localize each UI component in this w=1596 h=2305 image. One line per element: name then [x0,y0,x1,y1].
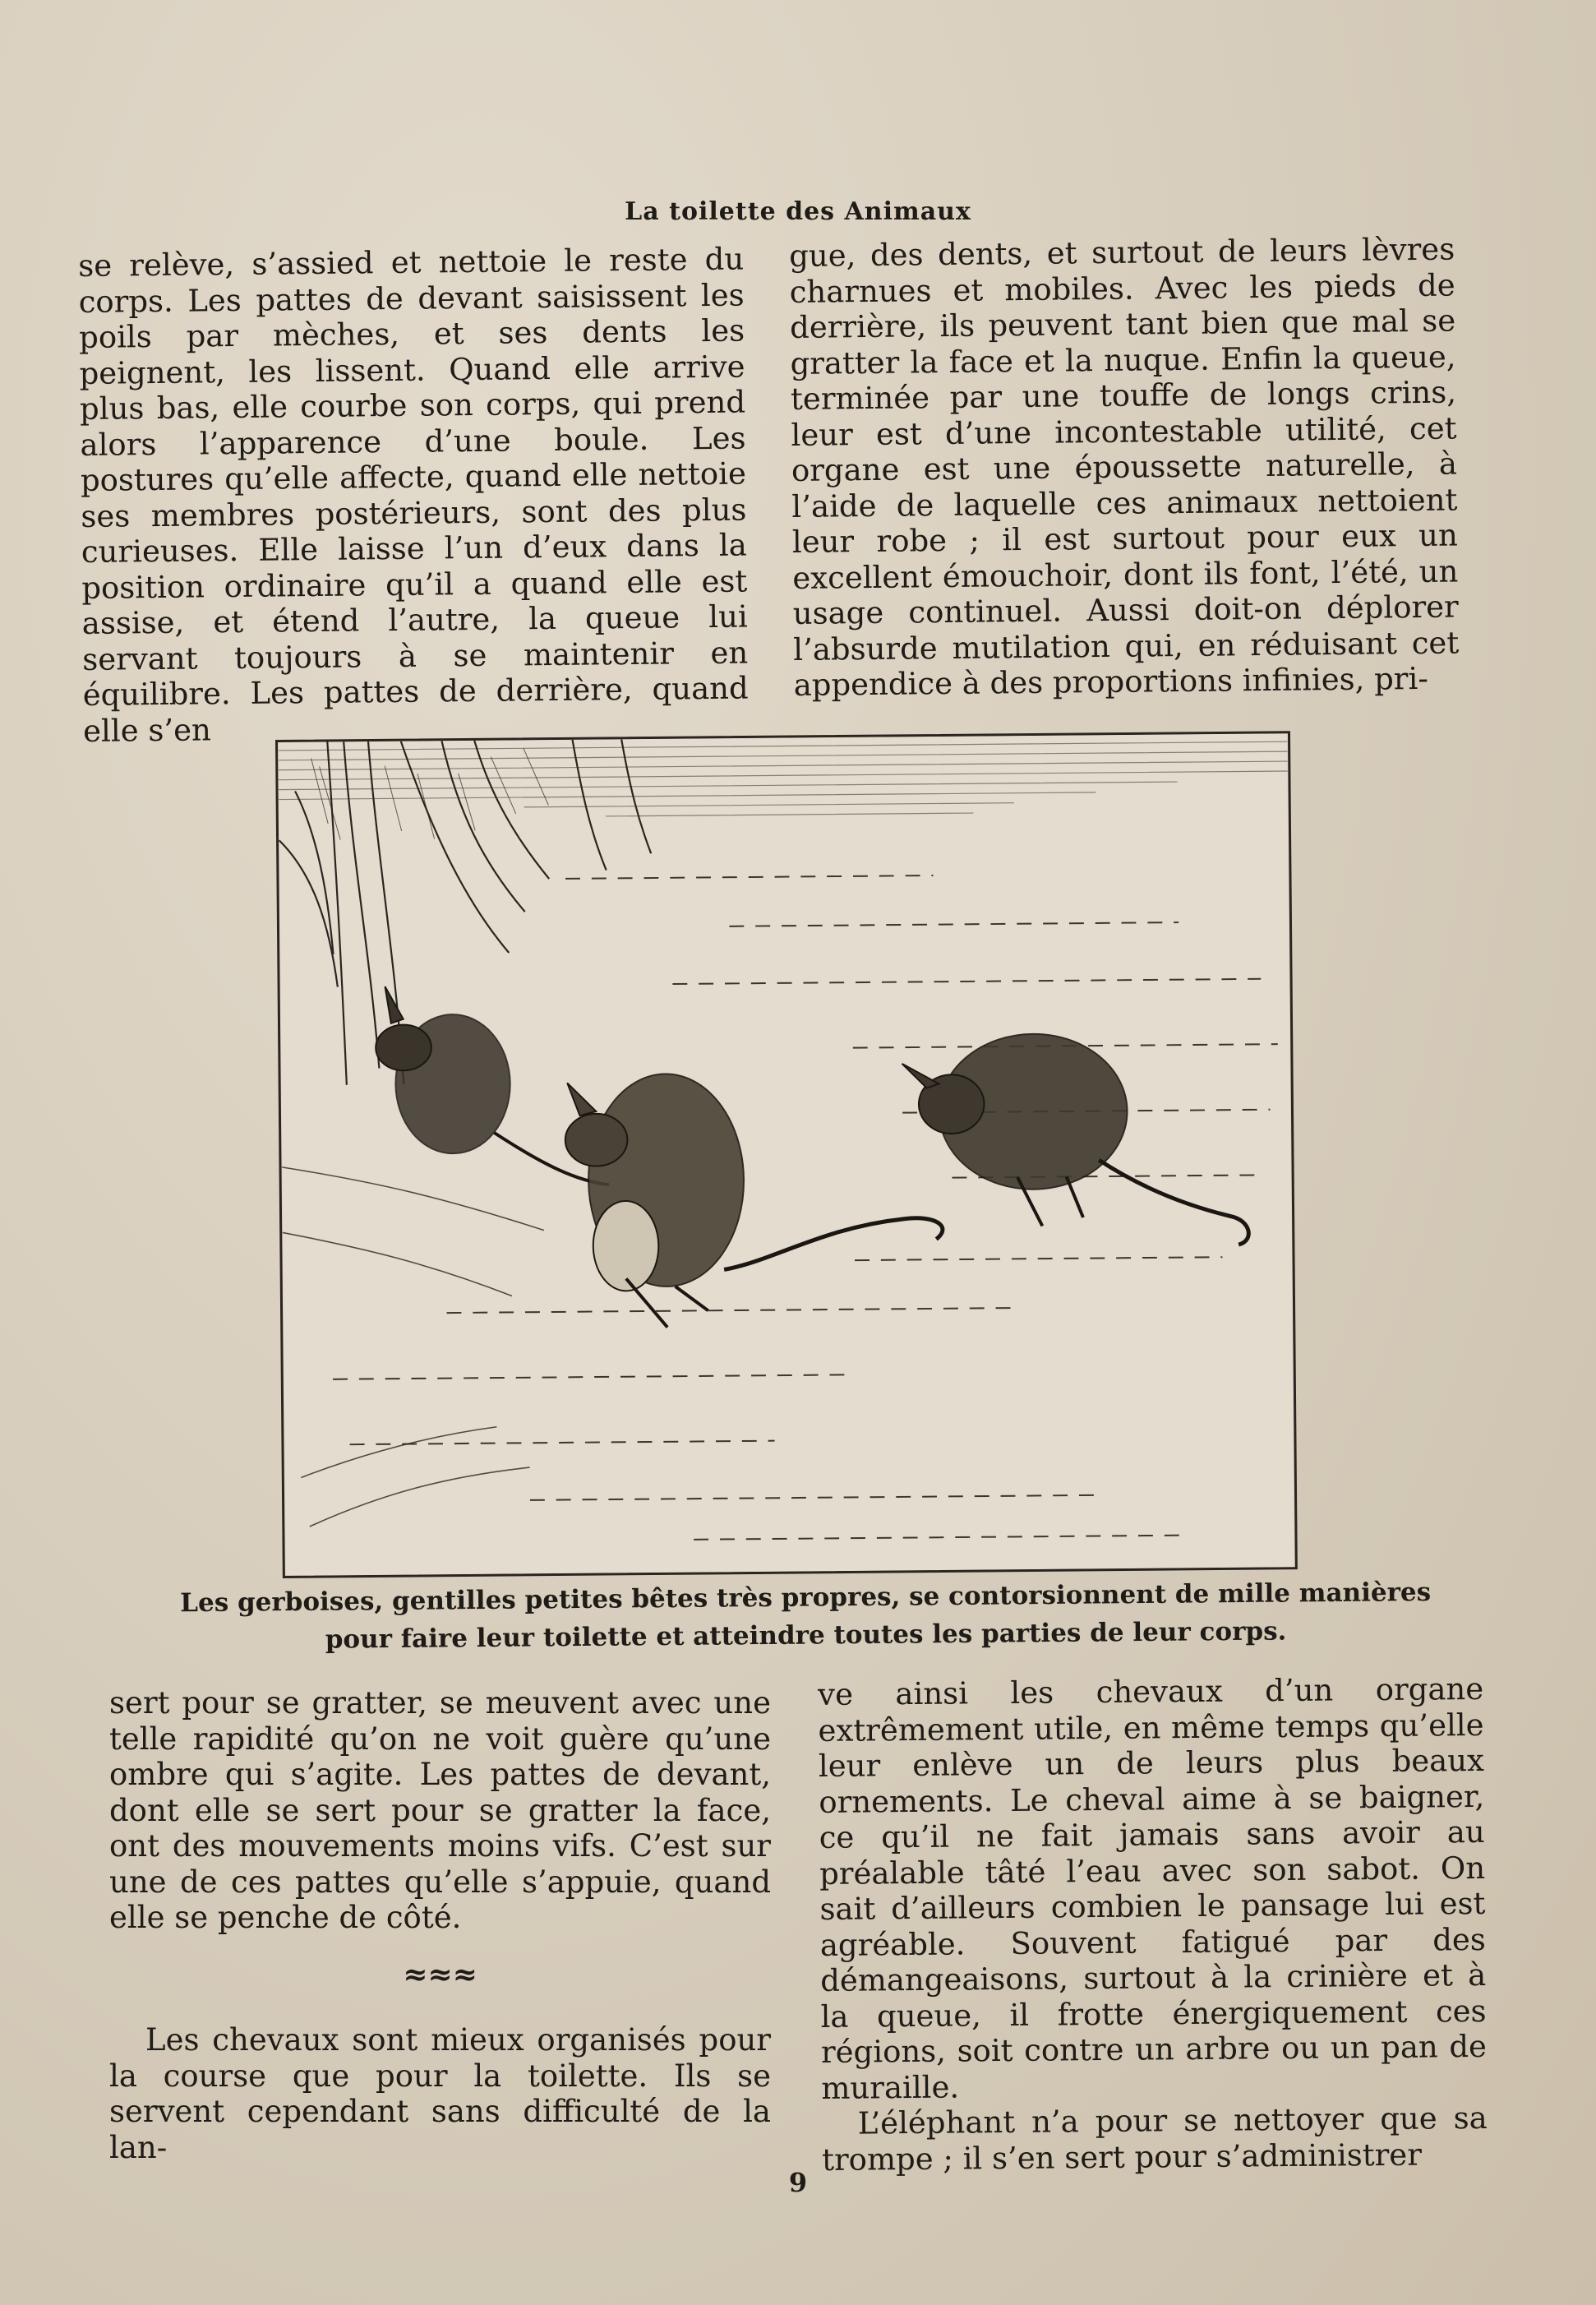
engraving-drawing [278,733,1295,1576]
section-separator: ≈≈≈ [403,1956,477,1992]
jerboa-illustration [275,731,1298,1578]
caption-line: Les gerboises, gentilles petites bêtes très propres, se contorsionnent de mille manières [180,1577,1432,1619]
column-bottom-right [818,1671,1488,2178]
column-top-left [78,242,749,749]
paragraph: ve ainsi les chevaux d’un organe extrêmement utile, en même temps qu’elle leur enlève un de leurs plus beaux ornements. Le cheval aime à se baigner, ce qu’il ne fait jamais sans avoir au préalable tâté l’eau avec son sabot. On sait d’ailleurs combien le pansage lui est agréable. Souvent fatigué par des démangeaisons, surtout à la crinière et à la queue, il frotte énergiquement ces régions, soit contre un arbre ou un pan de muraille. [818,1670,1488,2106]
column-bottom-left [109,1685,771,2165]
caption-line: pour faire leur toilette et atteindre toutes les parties de leur corps. [325,1616,1287,1655]
page-number: 9 [788,2167,808,2198]
column-top-right [789,232,1460,704]
running-title: La toilette des Animaux [625,197,971,226]
illustration-caption [107,1573,1505,1661]
paragraph: sert pour se gratter, se meuvent avec une telle rapidité qu’on ne voit guère qu’une ombre qui s’agite. Les pattes de devant, dont elle se sert pour se gratter la face, ont des mouvements moins vifs. C’est sur une de ces pattes qu’elle s’appuie, quand elle se penche de côté. [109,1685,771,1935]
paragraph: se relève, s’assied et nettoie le reste du corps. Les pattes de devant saisissent les poils par mèches, et ses dents les peignent, les lissent. Quand elle arrive plus bas, elle courbe son corps, qui prend alors l’apparence d’une boule. Les postures qu’elle affecte, quand elle nettoie ses membres postérieurs, sont des plus curieuses. Elle laisse l’un d’eux dans la position ordinaire qu’il a quand elle est assise, et étend l’autre, la queue lui servant toujours à se maintenir en équilibre. Les pattes de derrière, quand elle s’en [78,241,749,749]
paragraph: L’éléphant n’a pour se nettoyer que sa trompe ; il s’en sert pour s’administrer [821,2099,1488,2178]
paragraph: gue, des dents, et surtout de leurs lèvres charnues et mobiles. Avec les pieds de derrière, ils peuvent tant bien que mal se gratter la face et la nuque. Enfin la queue, terminée par une touffe de longs crins, leur est d’une incontestable utilité, cet organe est une époussette naturelle, à l’aide de laquelle ces animaux nettoient leur robe ; il est surtout pour eux un excellent émouchoir, dont ils font, l’été, un usage continuel. Aussi doit-on déplorer l’absurde mutilation qui, en réduisant cet appendice à des proportions infinies, pri- [789,231,1460,703]
paragraph: Les chevaux sont mieux organisés pour la course que pour la toilette. Ils se servent cependant sans difficulté de la lan- [109,2022,771,2165]
